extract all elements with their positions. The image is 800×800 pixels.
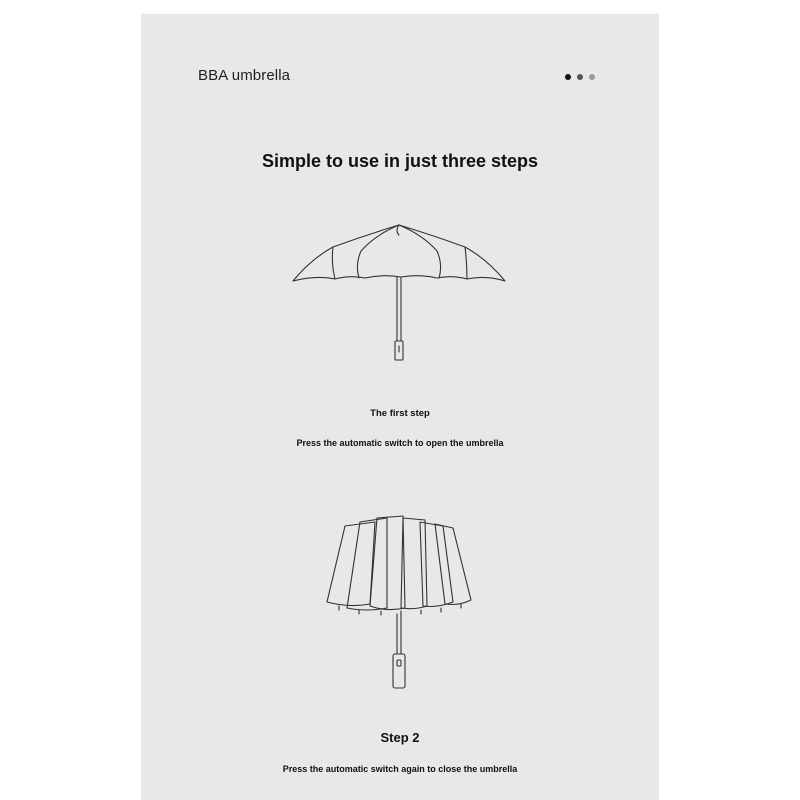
carousel-dot-2[interactable] (577, 74, 583, 80)
brand-name: BBA umbrella (198, 67, 291, 84)
carousel-indicator[interactable] (565, 74, 595, 80)
step-1-description: Press the automatic switch to open the umbrella (296, 438, 504, 448)
carousel-dot-3[interactable] (589, 74, 595, 80)
carousel-dot-1[interactable] (565, 74, 571, 80)
step-2-title: Step 2 (380, 730, 420, 745)
page-heading: Simple to use in just three steps (261, 151, 539, 171)
step-1-title: The first step (370, 408, 430, 419)
closed-umbrella-icon (325, 514, 475, 694)
content-panel (141, 14, 659, 800)
open-umbrella-icon (291, 221, 511, 363)
step-2-description: Press the automatic switch again to close the umbrella (282, 764, 518, 774)
